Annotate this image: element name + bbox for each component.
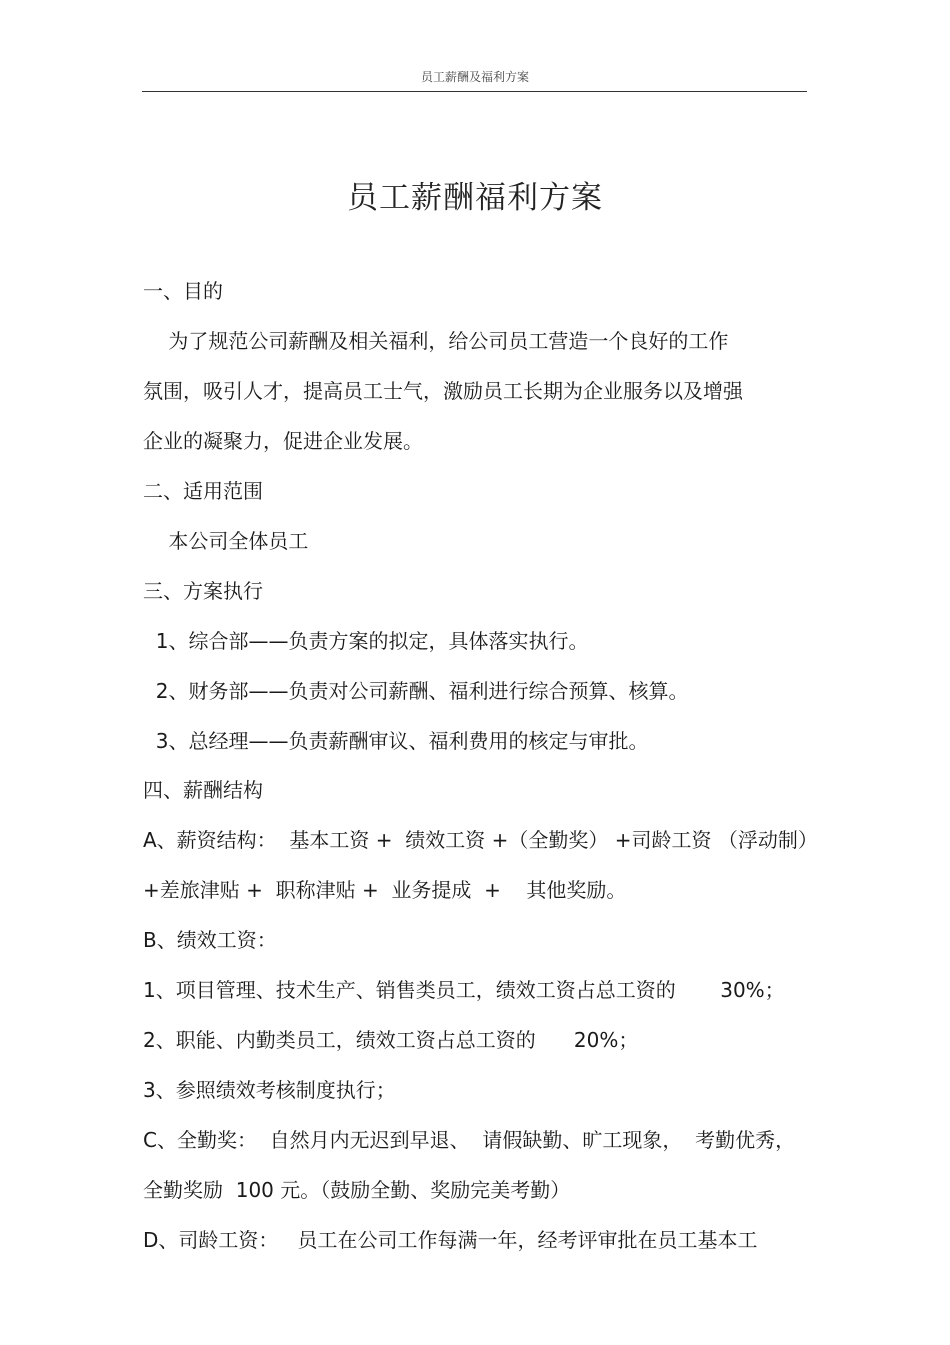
section-heading-execution: 三、方案执行: [143, 579, 263, 603]
paragraph-line: A、薪资结构： 基本工资 + 绩效工资 +（全勤奖） +司龄工资 （浮动制）: [143, 828, 818, 852]
section-heading-scope: 二、适用范围: [143, 479, 263, 503]
document-title: 员工薪酬福利方案: [347, 180, 603, 216]
paragraph-line: 本公司全体员工: [143, 529, 309, 553]
section-heading-purpose: 一、目的: [143, 279, 223, 303]
list-item: 2、职能、内勤类员工，绩效工资占总工资的 20%；: [143, 1028, 639, 1052]
section-heading-structure: 四、薪酬结构: [143, 778, 263, 802]
list-item: 3、总经理——负责薪酬审议、福利费用的核定与审批。: [143, 729, 649, 753]
paragraph-line: +差旅津贴 + 职称津贴 + 业务提成 + 其他奖励。: [143, 878, 627, 902]
paragraph-line: D、司龄工资： 员工在公司工作每满一年，经考评审批在员工基本工: [143, 1228, 758, 1252]
list-item: 1、项目管理、技术生产、销售类员工，绩效工资占总工资的 30%；: [143, 978, 785, 1002]
paragraph-line: 为了规范公司薪酬及相关福利，给公司员工营造一个良好的工作: [143, 329, 729, 353]
header-rule: [142, 91, 807, 92]
paragraph-line: 企业的凝聚力，促进企业发展。: [143, 429, 423, 453]
subsection-heading: B、绩效工资：: [143, 928, 277, 952]
paragraph-line: 氛围，吸引人才，提高员工士气，激励员工长期为企业服务以及增强: [143, 379, 743, 403]
list-item: 3、参照绩效考核制度执行；: [143, 1078, 396, 1102]
paragraph-line: C、全勤奖： 自然月内无迟到早退、 请假缺勤、旷工现象， 考勤优秀，: [143, 1128, 796, 1152]
paragraph-line: 全勤奖励 100 元。（鼓励全勤、奖励完美考勤）: [143, 1178, 571, 1202]
running-header: 员工薪酬及福利方案: [420, 70, 529, 84]
list-item: 2、财务部——负责对公司薪酬、福利进行综合预算、核算。: [143, 679, 689, 703]
list-item: 1、综合部——负责方案的拟定，具体落实执行。: [143, 629, 589, 653]
